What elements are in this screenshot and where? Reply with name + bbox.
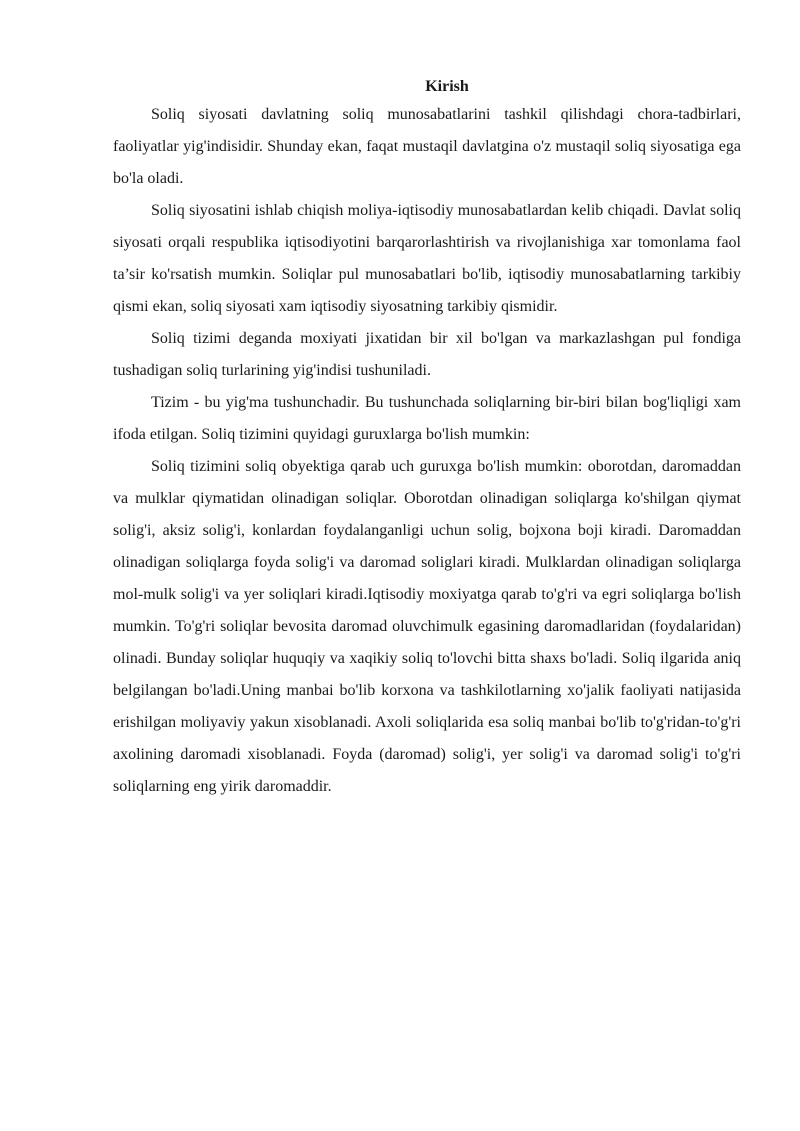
document-body	[113, 75, 741, 803]
paragraph-2: Soliq siyosatini ishlab chiqish moliya-iqtisodiy munosabatlardan kelib chiqadi. Davlat soliq siyosati orqali respublika iqtisodiyotini barqarorlashtirish va rivojlanishiga xar tomonlama faol ta’sir ko'rsatish mumkin. Soliqlar pul munosabatlari bo'lib, iqtisodiy munosabatlarning tarkibiy qismi ekan, soliq siyosati xam iqtisodiy siyosatning tarkibiy qismidir.	[113, 202, 741, 315]
paragraph-4: Tizim - bu yig'ma tushunchadir. Bu tushunchada soliqlarning bir-biri bilan bog'liqligi xam ifoda etilgan. Soliq tizimini quyidagi guruxlarga bo'lish mumkin:	[113, 394, 741, 443]
paragraph-1: Soliq siyosati davlatning soliq munosabatlarini tashkil qilishdagi chora-tadbirlari, faoliyatlar yig'indisidir. Shunday ekan, faqat mustaqil davlatgina o'z mustaqil soliq siyosatiga ega bo'la oladi.	[113, 106, 741, 187]
page-title: Kirish	[425, 78, 469, 95]
paragraph-3: Soliq tizimi deganda moxiyati jixatidan bir xil bo'lgan va markazlashgan pul fondiga tushadigan soliq turlarining yig'indisi tushuniladi.	[113, 330, 741, 379]
paragraph-5: Soliq tizimini soliq obyektiga qarab uch guruxga bo'lish mumkin: oborotdan, daromaddan va mulklar qiymatidan olinadigan soliqlar. Oborotdan olinadigan soliqlarga ko'shilgan qiymat solig'i, aksiz solig'i, konlardan foydalanganligi uchun solig, bojxona boji kiradi. Daromaddan olinadigan soliqlarga foyda solig'i va daromad soliglari kiradi. Mulklardan olinadigan soliqlarga mol-mulk solig'i va yer soliqlari kiradi.Iqtisodiy moxiyatga qarab to'g'ri va egri soliqlarga bo'lish mumkin. To'g'ri soliqlar bevosita daromad oluvchimulk egasining daromadlaridan (foydalaridan) olinadi. Bunday soliqlar huquqiy va xaqikiy soliq to'lovchi bitta shaxs bo'ladi. Soliq ilgarida aniq belgilangan bo'ladi.Uning manbai bo'lib korxona va tashkilotlarning xo'jalik faoliyati natijasida erishilgan moliyaviy yakun xisoblanadi. Axoli soliqlarida esa soliq manbai bo'lib to'g'ridan-to'g'ri axolining daromadi xisoblanadi. Foyda (daromad) solig'i, yer solig'i va daromad solig'i to'g'ri soliqlarning eng yirik daromaddir.	[113, 458, 741, 795]
